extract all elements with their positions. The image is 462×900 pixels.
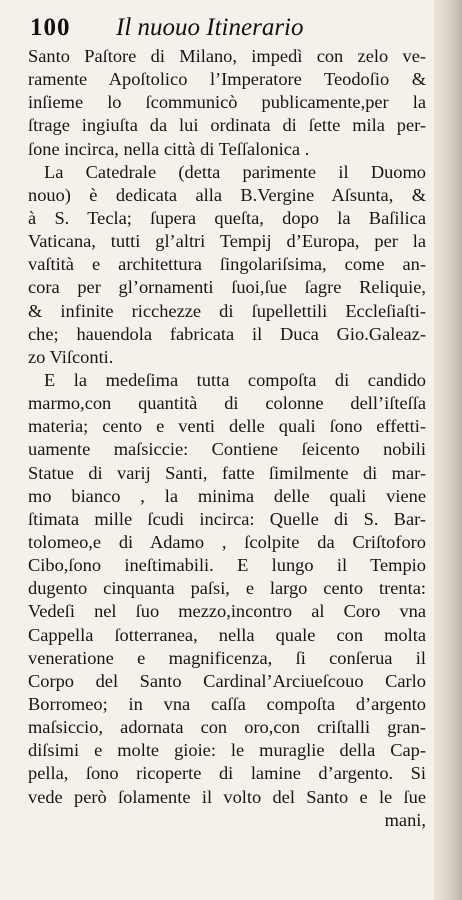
text-line: Statue di varij Santi, fatte ſimilmente di mar- [28, 462, 426, 483]
text-line: ramente Apoſtolico l’Imperatore Teodoſio & [28, 69, 426, 90]
text-line: Vaticana, tutti gl’altri Tempij d’Europa, per la [28, 231, 426, 252]
text-line: veneratione e magnificenza, ſi conſerua il [28, 647, 426, 668]
body-text [28, 45, 426, 832]
text-line: à S. Tecla; ſupera queſta, dopo la Baſilica [28, 207, 426, 228]
text-line: dugento cinquanta paſsi, e largo cento trenta: [28, 578, 426, 599]
text-line: cora per gl’ornamenti ſuoi,ſue ſagre Reliquie, [28, 277, 426, 298]
text-line: uamente maſsiccie: Contiene ſeicento nobili [28, 439, 426, 460]
text-line: E la medeſima tutta compoſta di candido [44, 369, 426, 390]
text-line: vaſtità e architettura ſingolariſsima, come an- [28, 254, 426, 275]
text-line: diſsimi e molte gioie: le muraglie della Cap- [28, 740, 426, 761]
text-line: & infinite ricchezze di ſupellettili Eccleſiaſti- [28, 300, 426, 321]
text-line: mo bianco , la minima delle quali viene [28, 485, 426, 506]
text-line: inſieme lo ſcommunicò publicamente,per la [28, 92, 426, 113]
text-line: Borromeo; in vna caſſa compoſta d’argento [28, 693, 426, 714]
text-line: ſtimata mille ſcudi incirca: Quelle di S. Bar- [28, 508, 426, 529]
text-line: Santo Paſtore di Milano, impedì con zelo ve- [28, 46, 426, 66]
text-line: che; hauendola fabricata il Duca Gio.Galeaz- [28, 323, 426, 344]
text-line: vede però ſolamente il volto del Santo e le ſue [28, 786, 426, 807]
text-line: ſone incirca, nella città di Teſſalonica . [28, 138, 310, 159]
text-line: Cibo,ſono ineſtimabili. E lungo il Tempio [28, 555, 426, 576]
text-line: La Catedrale (detta parimente il Duomo [44, 161, 426, 182]
catchword: mani, [384, 809, 426, 830]
text-line: tolomeo,e di Adamo , ſcolpite da Criſtoforo [28, 531, 426, 552]
text-line: Cappella ſotterranea, nella quale con molta [28, 624, 426, 645]
text-line: marmo,con quantità di colonne dell’iſteſſa [28, 393, 426, 414]
text-line: zo Viſconti. [28, 346, 114, 367]
page-gutter-shadow [434, 0, 462, 900]
text-line: ſtrage ingiuſta da lui ordinata di ſette mila per- [28, 115, 426, 136]
text-line: pella, ſono ricoperte di lamine d’argento. Si [28, 763, 426, 784]
page-number: 100 [30, 14, 71, 41]
text-line: nouo) è dedicata alla B.Vergine Aſsunta, & [28, 184, 426, 205]
text-line: Corpo del Santo Cardinal’Arciueſcouo Carlo [28, 670, 426, 691]
text-line: materia; cento e venti delle quali ſono effetti- [28, 416, 426, 437]
page-header [30, 12, 430, 46]
running-title: Il nuouo Itinerario [116, 14, 304, 41]
text-line: Vedeſi nel ſuo mezzo,incontro al Coro vna [28, 601, 426, 622]
text-line: maſsiccio, adornata con oro,con criſtalli gran- [28, 717, 426, 738]
